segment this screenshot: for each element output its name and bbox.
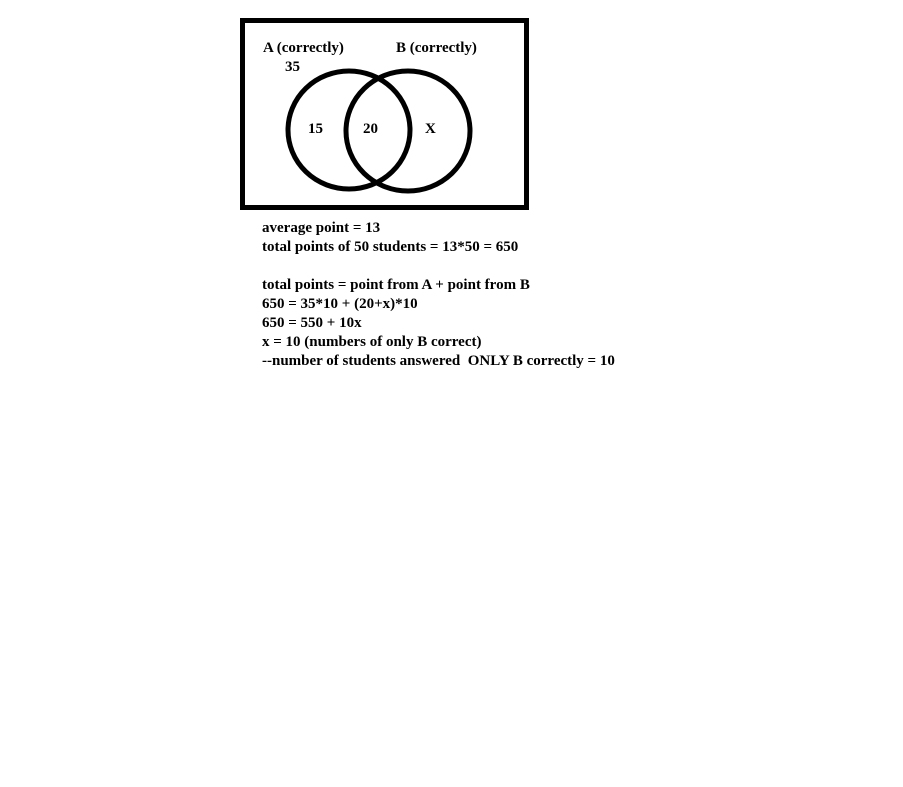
solution-blank-line (262, 257, 615, 276)
intersection-value: 20 (363, 121, 378, 137)
solution-line: 650 = 35*10 + (20+x)*10 (262, 296, 418, 312)
solution-text (262, 219, 615, 371)
solution-line: average point = 13 (262, 220, 381, 236)
solution-line: total points = point from A + point from B (262, 277, 530, 293)
circle-a (288, 71, 410, 189)
solution-line: --number of students answered ONLY B correctly = 10 (262, 353, 615, 369)
solution-line: total points of 50 students = 13*50 = 650 (262, 239, 519, 255)
b-only-value: X (425, 121, 436, 137)
solution-line: x = 10 (numbers of only B correct) (262, 334, 482, 350)
set-b-label: B (correctly) (396, 40, 477, 56)
a-only-value: 15 (308, 121, 323, 137)
set-a-total-value: 35 (285, 59, 300, 75)
solution-line: 650 = 550 + 10x (262, 315, 362, 331)
set-a-label: A (correctly) (263, 40, 344, 56)
